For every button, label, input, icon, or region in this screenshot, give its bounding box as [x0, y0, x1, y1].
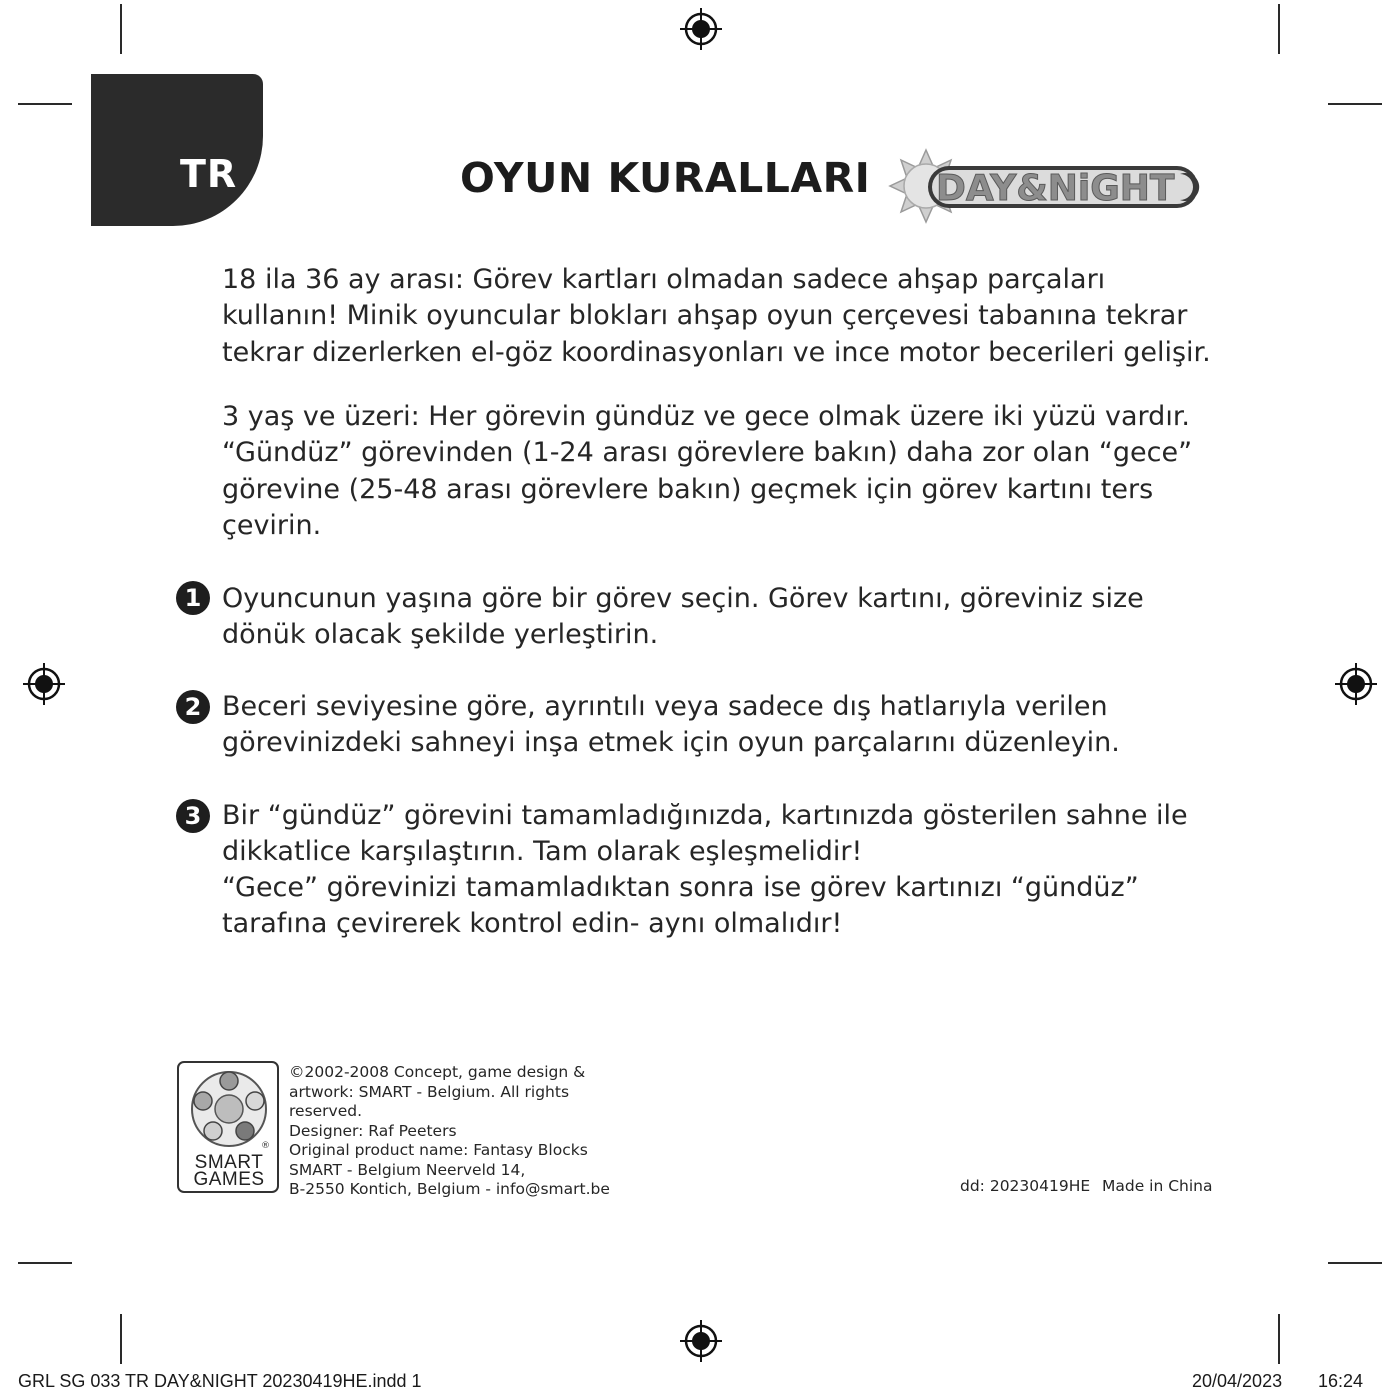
- step-number-badge: 2: [176, 690, 210, 724]
- crop-mark: [1278, 4, 1280, 54]
- credits-line: ©2002-2008 Concept, game design &: [289, 1063, 586, 1081]
- language-code: TR: [180, 152, 238, 196]
- intro-paragraph-age3: 3 yaş ve üzeri: Her görevin gündüz ve gece olmak üzere iki yüzü vardır. “Gündüz” görevinden (1-24 arası görevlere bakın) daha zor olan “gece” görevine (25-48 arası görevlere bakın) geçmek için görev kartını ters çevirin.: [222, 401, 1193, 541]
- print-slug-date: 20/04/2023: [1192, 1371, 1283, 1391]
- registration-mark-icon: [678, 1318, 724, 1364]
- step-text: Bir “gündüz” görevini tamamladığınızda, kartınızda gösterilen sahne ile dikkatlice karşılaştırın. Tam olarak eşleşmelidir!: [222, 800, 1188, 868]
- step-number-badge: 3: [176, 799, 210, 833]
- credits-line: SMART - Belgium Neerveld 14,: [289, 1160, 526, 1179]
- crop-mark: [1278, 1314, 1280, 1364]
- smart-games-emblem-icon: [188, 1068, 270, 1150]
- registered-mark: ®: [261, 1141, 270, 1151]
- print-slug-time: 16:24: [1318, 1371, 1364, 1391]
- day-and-night-logo: [888, 146, 1208, 226]
- registration-mark-icon: [678, 6, 724, 52]
- crop-mark: [120, 4, 122, 54]
- crop-mark: [1328, 103, 1382, 105]
- credits-block: [289, 1063, 619, 1200]
- credits-line: artwork: SMART - Belgium. All rights: [289, 1082, 570, 1101]
- print-slug-file: GRL SG 033 TR DAY&NIGHT 20230419HE.indd 1: [18, 1371, 422, 1391]
- language-tab: [91, 74, 263, 226]
- step-number-badge: 1: [176, 581, 210, 615]
- intro-paragraph-toddler: 18 ila 36 ay arası: Görev kartları olmadan sadece ahşap parçaları kullanın! Minik oyuncular blokları ahşap oyun çerçevesi tabanına tekrar tekrar dizerlerken el-göz koordinasyonları ve ince motor becerileri gelişir.: [222, 264, 1211, 368]
- brand-line-2: GAMES: [193, 1169, 265, 1190]
- made-in-label: Made in China: [1102, 1177, 1213, 1195]
- brand-line-1: SMART: [194, 1152, 264, 1173]
- step-text: Oyuncunun yaşına göre bir görev seçin. Görev kartını, göreviniz size dönük olacak şekilde yerleştirin.: [222, 583, 1144, 651]
- credits-line: Original product name: Fantasy Blocks: [289, 1141, 588, 1159]
- credits-line: Designer: Raf Peeters: [289, 1121, 457, 1140]
- dd-code: dd: 20230419HE: [960, 1177, 1091, 1195]
- credits-line: reserved.: [289, 1102, 363, 1120]
- crop-mark: [1328, 1262, 1382, 1264]
- registration-mark-icon: [21, 661, 67, 707]
- crop-mark: [18, 103, 72, 105]
- logo-text: DAY&NiGHT: [936, 168, 1175, 209]
- registration-mark-icon: [1333, 661, 1379, 707]
- crop-mark: [120, 1314, 122, 1364]
- page-title: OYUN KURALLARI: [460, 154, 871, 202]
- crop-mark: [18, 1262, 72, 1264]
- step-text-continued: “Gece” görevinizi tamamladıktan sonra ise görev kartınızı “gündüz” tarafına çevirerek kontrol edin- aynı olmalıdır!: [222, 872, 1139, 940]
- credits-line: B-2550 Kontich, Belgium - info@smart.be: [289, 1180, 610, 1198]
- step-text: Beceri seviyesine göre, ayrıntılı veya sadece dış hatlarıyla verilen görevinizdeki sahneyi inşa etmek için oyun parçalarını düzenleyin.: [222, 691, 1120, 759]
